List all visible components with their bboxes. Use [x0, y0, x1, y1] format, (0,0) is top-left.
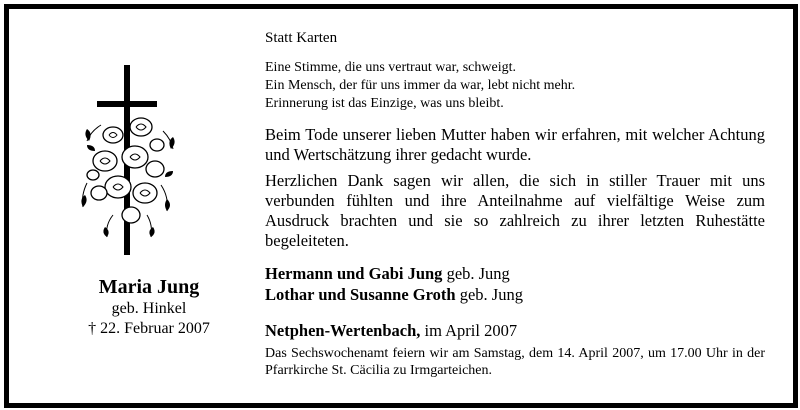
signer-names: Hermann und Gabi Jung	[265, 264, 443, 283]
poem-line: Eine Stimme, die uns vertraut war, schweigt.	[265, 60, 516, 75]
death-date: † 22. Februar 2007	[88, 320, 210, 337]
place-name: Netphen-Wertenbach,	[265, 321, 421, 340]
signer-line	[265, 263, 765, 284]
signers	[265, 263, 765, 305]
header: Statt Karten	[265, 30, 338, 46]
deceased-name: Maria Jung	[98, 276, 200, 298]
thanks-paragraph: Beim Tode unserer lieben Mutter haben wir erfahren, mit welcher Achtung und Wertschätzung ihrer gedacht wurde.	[265, 125, 765, 164]
poem-line: Ein Mensch, der für uns immer da war, lebt nicht mehr.	[265, 78, 576, 93]
signer-names: Lothar und Susanne Groth	[265, 285, 456, 304]
signer-note: geb. Jung	[459, 285, 523, 304]
text-column	[265, 29, 765, 379]
deceased-info	[29, 275, 269, 339]
poem	[265, 59, 765, 113]
place-date	[265, 321, 765, 341]
poem-line: Erinnerung ist das Einzige, was uns bleibt.	[265, 96, 504, 111]
thanks-paragraph: Herzlichen Dank sagen wir allen, die sich in stiller Trauer mit uns verbunden fühlten und ihre Anteilnahme auf vielfältige Weise zum Ausdruck brachten und sie so zahlreich zu ihrer letzten Ruhestätte begeleiteten.	[265, 171, 765, 250]
date-text: im April 2007	[424, 321, 518, 340]
mass-notice: Das Sechswochenamt feiern wir am Samstag, dem 14. April 2007, um 17.00 Uhr in der Pfarrkirche St. Cäcilia zu Irmgarteichen.	[265, 346, 765, 378]
signer-line	[265, 284, 765, 305]
obituary-card	[4, 4, 798, 408]
cross-with-roses-icon	[73, 65, 183, 255]
signer-note: geb. Jung	[446, 264, 510, 283]
maiden-name: geb. Hinkel	[111, 300, 187, 317]
